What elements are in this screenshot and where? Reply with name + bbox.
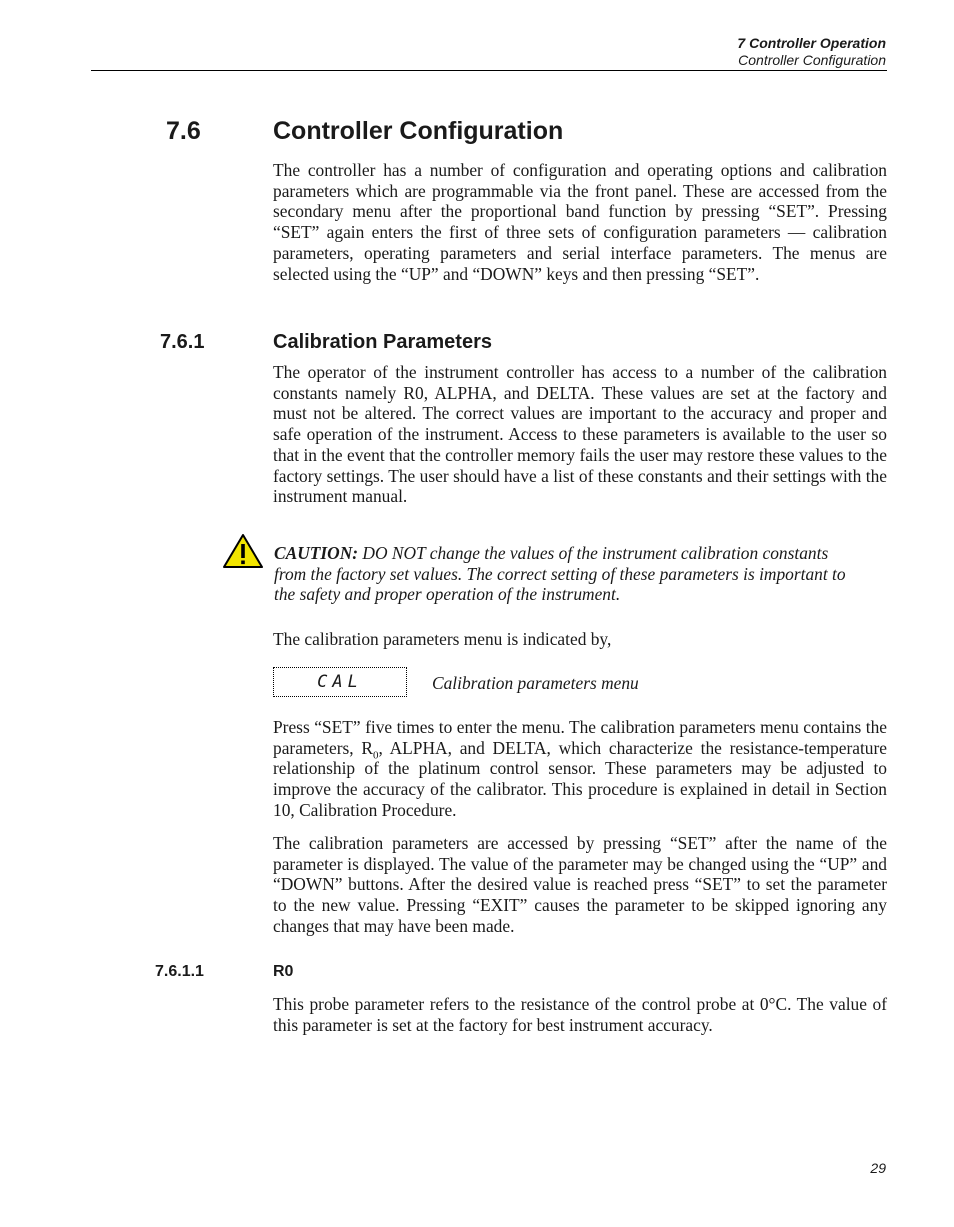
section-number-7-6-1: 7.6.1 <box>160 331 205 353</box>
paragraph-controller-configuration: The controller has a number of configuration and operating options and calibration parameters which are programmable via the front panel. These are accessed from the secondary menu after the proportional band function by pressing “SET”. Pressing “SET” again enters the first of three sets of configuration parameters — calibration parameters, operating parameters and serial interface parameters. The menus are selected using the “UP” and “DOWN” keys and then pressing “SET”. <box>273 160 887 284</box>
paragraph-press-set-part2: , ALPHA, and DELTA, which characterize the resistance-temperature relationship of the platinum control sensor. These parameters may be adjusted to improve the accuracy of the calibrator. This procedure is explained in detail in Section 10, Calibration Procedure. <box>273 737 888 820</box>
paragraph-calibration-parameters: The operator of the instrument controller has access to a number of the calibration constants namely R0, ALPHA, and DELTA. These values are set at the factory and must not be altered. The correct values are important to the accuracy and proper and safe operation of the instrument. Access to these parameters is available to the user so that in the event that the controller memory fails the user may restore these values to the factory settings. The user should have a list of these constants and their settings with the instrument manual. <box>273 362 887 507</box>
section-title-7-6-1-1: R0 <box>273 963 294 980</box>
paragraph-press-set-part1: Press “SET” five times to enter the menu. The calibration parameters menu contains the parameters, R <box>273 717 887 758</box>
section-title-7-6: Controller Configuration <box>273 117 564 145</box>
section-title-7-6-1: Calibration Parameters <box>273 331 492 353</box>
header-rule <box>91 70 887 71</box>
section-number-7-6: 7.6 <box>166 117 201 145</box>
caution-text: DO NOT change the values of the instrument calibration constants from the factory set values. The correct setting of these parameters is important to the safety and proper operation of the instrument. <box>274 543 846 605</box>
caution-label: CAUTION: <box>274 543 359 563</box>
paragraph-accessed: The calibration parameters are accessed by pressing “SET” after the name of the parameter is displayed. The value of the parameter may be changed using the “UP” and “DOWN” buttons. After the desired value is reached press “SET” to set the parameter to the new value. Pressing “EXIT” causes the parameter to be skipped ignoring any changes that may have been made. <box>273 833 887 936</box>
header-section: Controller Configuration <box>738 52 886 68</box>
header-chapter: 7 Controller Operation <box>737 35 886 51</box>
subscript-zero: 0 <box>372 749 379 762</box>
caution-note <box>274 543 854 605</box>
warning-triangle-icon <box>222 533 264 569</box>
paragraph-menu-intro: The calibration parameters menu is indicated by, <box>273 629 612 649</box>
lcd-display-text: CAL <box>317 672 363 692</box>
section-number-7-6-1-1: 7.6.1.1 <box>155 963 204 980</box>
lcd-display-caption: Calibration parameters menu <box>432 673 639 693</box>
page-number: 29 <box>870 1160 886 1176</box>
lcd-display <box>273 667 407 697</box>
paragraph-press-set <box>273 717 887 821</box>
paragraph-r0: This probe parameter refers to the resistance of the control probe at 0°C. The value of this parameter is set at the factory for best instrument accuracy. <box>273 994 887 1035</box>
